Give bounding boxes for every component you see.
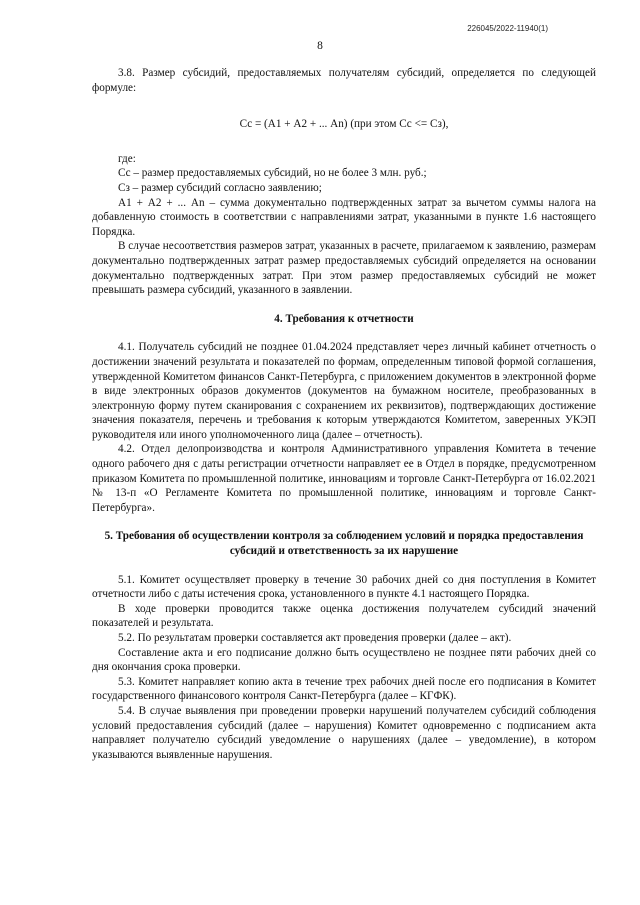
paragraph-5-4: 5.4. В случае выявления при проведении проверки нарушений получателем субсидий соблюдения условий предоставления субсидий (далее – нарушения) Комитет одновременно с подписанием акта направляет получателю субсидий уведомление о нарушениях (далее – уведомление), в котором указываются выявленные нарушения. — [92, 704, 596, 761]
paragraph-5-1: 5.1. Комитет осуществляет проверку в течение 30 рабочих дней со дня поступления в Комитет отчетности либо с даты истечения срока, установленного в пункте 4.1 настоящего Порядка. — [92, 573, 596, 601]
page-number: 8 — [317, 40, 323, 52]
definition-a-sum: А1 + А2 + ... Аn – сумма документально подтвержденных затрат за вычетом суммы налога на добавленную стоимость в соответствии с направлениями затрат, указанными в пункте 1.6 настоящего Порядка. — [92, 196, 596, 238]
section-5-heading: 5. Требования об осуществлении контроля за соблюдением условий и порядка предоставления субсидий и ответственность за их нарушение — [104, 530, 584, 558]
section-4-heading: 4. Требования к отчетности — [274, 312, 414, 325]
paragraph-5-3: 5.3. Комитет направляет копию акта в течение трех рабочих дней после его подписания в Комитет государственного финансового контроля Санкт-Петербурга (далее – КГФК). — [92, 675, 596, 703]
document-id: 226045/2022-11940(1) — [467, 24, 548, 33]
document-body — [92, 66, 596, 762]
paragraph-4-1: 4.1. Получатель субсидий не позднее 01.04.2024 представляет через личный кабинет отчетность о достижении значений результата и показателей по формам, определенным типовой формой соглашения, утвержденной Комитетом финансов Санкт-Петербурга, с приложением документов в электронной форме в виде электронных образов документов (документов на бумажном носителе, преобразованных в электронную форму путем сканирования с сохранением их реквизитов), подтверждающих достижение значения показателя, перечень и требования к которым утверждаются Комитетом, заверенных УКЭП руководителя или иного уполномоченного лица (далее – отчетность). — [92, 341, 596, 441]
paragraph-5-1-assessment: В ходе проверки проводится также оценка достижения получателем субсидий значений показателей и результата. — [92, 602, 596, 630]
paragraph-3-8: 3.8. Размер субсидий, предоставляемых получателям субсидий, определяется по следующей формуле: — [92, 67, 596, 94]
paragraph-4-2: 4.2. Отдел делопроизводства и контроля Административного управления Комитета в течение одного рабочего дня с даты регистрации отчетности направляет ее в Отдел в порядке, предусмотренном приказом Комитета по промышленной политике, инновациям и торговле Санкт-Петербурга от 16.02.2021 № 13-п «О Регламенте Комитета по промышленной политике, инновациям и торговле Санкт-Петербурга». — [92, 443, 596, 514]
paragraph-mismatch: В случае несоответствия размеров затрат, указанных в расчете, прилагаемом к заявлению, размерам документально подтвержденных затрат размер предоставляемых субсидий определяется на основании документально подтвержденных затрат. При этом размер предоставляемых субсидий не может превышать размера субсидий, указанного в заявлении. — [92, 240, 596, 297]
definition-cz: Сз – размер субсидий согласно заявлению; — [118, 181, 322, 194]
definition-cc: Сс – размер предоставляемых субсидий, но не более 3 млн. руб.; — [118, 167, 427, 180]
subsidy-formula: Сс = (А1 + А2 + ... Аn) (при этом Сс <= Сз), — [239, 118, 449, 131]
formula-where-label: где: — [118, 152, 136, 165]
paragraph-5-2-deadline: Составление акта и его подписание должно быть осуществлено не позднее пяти рабочих дней со дня окончания срока проверки. — [92, 646, 596, 674]
paragraph-5-2: 5.2. По результатам проверки составляется акт проведения проверки (далее – акт). — [118, 632, 512, 644]
